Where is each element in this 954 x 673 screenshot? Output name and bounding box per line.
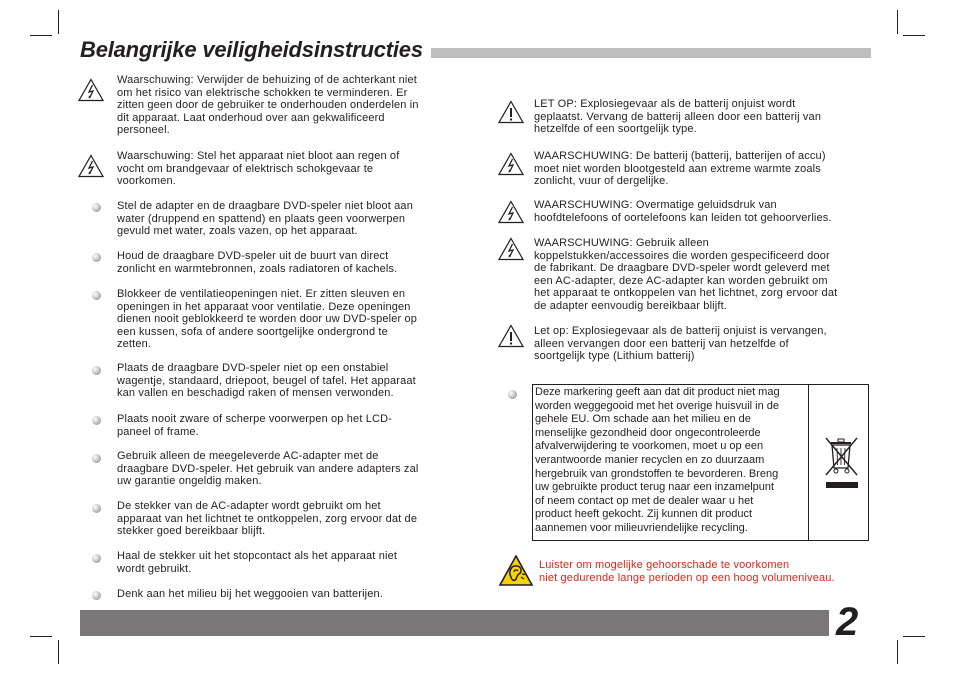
exclamation-warning-icon bbox=[498, 324, 524, 348]
lightning-warning-icon bbox=[78, 78, 104, 102]
crop-mark bbox=[58, 640, 59, 664]
crop-mark bbox=[903, 35, 925, 36]
instruction-text: Denk aan het milieu bij het weggooien van batterijen. bbox=[117, 588, 384, 600]
crossed-bin-weee-icon bbox=[822, 435, 862, 491]
page-number: 2 bbox=[836, 600, 859, 644]
footer-bar bbox=[80, 610, 829, 636]
lightning-warning-icon bbox=[498, 152, 524, 176]
instruction-text: LET OP: Explosiegevaar als de batterij onjuist wordt geplaatst. Vervang de batterij alleen door een batterij van hetzelfde of een soortgelijk type. bbox=[534, 98, 822, 136]
bullet-icon bbox=[92, 366, 101, 375]
page-title: Belangrijke veiligheidsinstructies bbox=[80, 36, 431, 64]
bullet-icon bbox=[92, 504, 101, 513]
bullet-icon bbox=[508, 390, 517, 399]
crop-mark bbox=[58, 10, 59, 34]
instruction-text: WAARSCHUWING: Overmatige geluidsdruk van hoofdtelefoons of oortelefoons kan leiden tot gehoorverlies. bbox=[534, 199, 832, 224]
crop-mark bbox=[30, 636, 52, 637]
instruction-text: Stel de adapter en de draagbare DVD-speler niet bloot aan water (druppend en spattend) en plaats geen voorwerpen gevuld met water, zoals vazen, op het apparaat. bbox=[117, 200, 413, 238]
crop-mark bbox=[897, 10, 898, 34]
instruction-text: Waarschuwing: Verwijder de behuizing of de achterkant niet om het risico van elektrische schokken te verminderen. Er zitten geen door de gebruiker te onderhouden onderdelen in dit apparaat. Laat onderhoud over aan gekwalificeerd personeel. bbox=[117, 74, 419, 137]
instruction-text: Blokkeer de ventilatieopeningen niet. Er zitten sleuven en openingen in het apparaat voor ventilatie. Deze openingen dienen nooit geblokkeerd te worden door uw DVD-speler op een kussen, sofa of andere soortgelijke ondergrond te zetten. bbox=[117, 288, 418, 351]
exclamation-warning-icon bbox=[498, 100, 524, 124]
bullet-icon bbox=[92, 554, 101, 563]
instruction-text: Waarschuwing: Stel het apparaat niet bloot aan regen of vocht om brandgevaar of elektrisch schokgevaar te voorkomen. bbox=[117, 150, 400, 188]
bullet-icon bbox=[92, 416, 101, 425]
hearing-damage-warning-icon bbox=[499, 555, 533, 586]
hearing-warning-text: Luister om mogelijke gehoorschade te voorkomen niet gedurende lange perioden op een hoog volumeniveau. bbox=[539, 559, 835, 584]
instruction-text: De stekker van de AC-adapter wordt gebruikt om het apparaat van het lichtnet te ontkoppelen, zorg ervoor dat de stekker goed bereikbaar blijft. bbox=[117, 500, 418, 538]
bullet-icon bbox=[92, 591, 101, 600]
eu-disposal-text: Deze markering geeft aan dat dit product niet mag worden weggegooid met het overige huisvuil in de gehele EU. Om schade aan het milieu en de menselijke gezondheid door ongecontroleerde afvalverwijdering te voorkomen, moet u op een verantwoorde manier recyclen en zo duurzaam hergebruik van grondstoffen te bevorderen. Breng uw gebruikte product terug naar een inzamelpunt of neem contact op met de dealer waar u het product heeft gekocht. Zij kunnen dit product aannemen voor milieuvriendelijke recycling. bbox=[533, 385, 809, 540]
instruction-text: Let op: Explosiegevaar als de batterij onjuist is vervangen, alleen vervangen door een batterij van hetzelfde of soortgelijk type (Lithium batterij) bbox=[534, 325, 827, 363]
bullet-icon bbox=[92, 203, 101, 212]
crop-mark bbox=[903, 636, 925, 637]
bullet-icon bbox=[92, 454, 101, 463]
lightning-warning-icon bbox=[498, 200, 524, 224]
bullet-icon bbox=[92, 253, 101, 262]
eu-disposal-notice bbox=[532, 384, 869, 541]
lightning-warning-icon bbox=[78, 154, 104, 178]
crop-mark bbox=[897, 640, 898, 664]
lightning-warning-icon bbox=[498, 237, 524, 261]
instruction-text: Plaats de draagbare DVD-speler niet op een onstabiel wagentje, standaard, driepoot, beugel of tafel. Het apparaat kan vallen en beschadigd raken of mensen verwonden. bbox=[117, 362, 416, 400]
instruction-text: Houd de draagbare DVD-speler uit de buurt van direct zonlicht en warmtebronnen, zoals radiatoren of kachels. bbox=[117, 250, 398, 275]
instruction-text: Gebruik alleen de meegeleverde AC-adapter met de draagbare DVD-speler. Het gebruik van andere adapters zal uw garantie ongeldig maken. bbox=[117, 450, 419, 488]
crop-mark bbox=[30, 35, 52, 36]
bullet-icon bbox=[92, 291, 101, 300]
instruction-text: Haal de stekker uit het stopcontact als het apparaat niet wordt gebruikt. bbox=[117, 550, 398, 575]
instruction-text: Plaats nooit zware of scherpe voorwerpen op het LCD- paneel of frame. bbox=[117, 413, 392, 438]
instruction-text: WAARSCHUWING: Gebruik alleen koppelstukken/accessoires die worden gespecificeerd door de fabrikant. De draagbare DVD-speler wordt geleverd met een AC-adapter, deze AC-adapter kan worden gebruikt om het apparaat te ontkoppelen van het lichtnet, zorg ervoor dat de adapter eenvoudig bereikbaar blijft. bbox=[534, 237, 838, 312]
instruction-text: WAARSCHUWING: De batterij (batterij, batterijen of accu) moet niet worden blootgesteld aan extreme warmte zoals zonlicht, vuur of dergelijke. bbox=[534, 150, 826, 188]
